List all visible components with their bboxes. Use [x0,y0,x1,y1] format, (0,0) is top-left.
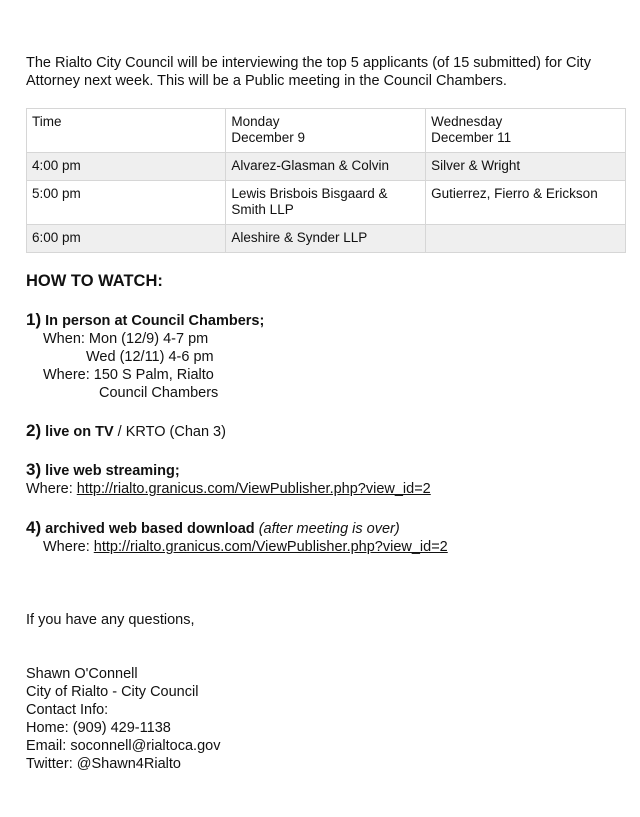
header-date: December 9 [231,130,305,145]
monday-cell: Alvarez-Glasman & Colvin [226,153,426,181]
option-number: 4) [26,518,42,537]
interview-schedule-table [26,108,626,253]
watch-option-in-person [26,311,264,402]
streaming-link[interactable]: http://rialto.granicus.com/ViewPublisher.php?view_id=2 [76,481,431,497]
table-row [27,153,626,181]
contact-name: Shawn O'Connell [26,666,138,682]
option-title: In person at Council Chambers; [45,313,265,329]
option-number: 1) [26,310,42,329]
header-day: Wednesday [431,114,503,129]
questions-line: If you have any questions, [26,612,195,628]
contact-twitter: Twitter: @Shawn4Rialto [26,756,181,772]
option-number: 3) [26,460,42,479]
archive-link[interactable]: http://rialto.granicus.com/ViewPublisher.php?view_id=2 [93,539,448,555]
time-cell: 5:00 pm [27,181,226,225]
contact-email: Email: soconnell@rialtoca.gov [26,738,221,754]
option-number: 2) [26,421,42,440]
table-row [27,181,626,225]
tv-channel: / KRTO (Chan 3) [113,424,226,440]
contact-label: Contact Info: [26,702,109,718]
time-cell: 6:00 pm [27,225,226,253]
table-header-row [27,109,626,153]
option-title: live on TV [45,424,114,440]
time-cell: 4:00 pm [27,153,226,181]
wednesday-cell [426,225,626,253]
option-title: archived web based download [45,521,255,537]
header-wednesday [426,109,626,153]
header-monday [226,109,426,153]
monday-cell: Aleshire & Synder LLP [226,225,426,253]
watch-option-tv [26,422,226,441]
header-day: Monday [231,114,280,129]
where-line-2: Council Chambers [99,385,219,401]
option-title: live web streaming; [45,463,180,479]
intro-paragraph: The Rialto City Council will be interviewing the top 5 applicants (of 15 submitted) for City Attorney next week. This will be a Public meeting in the Council Chambers. [26,55,591,89]
how-to-watch-heading: HOW TO WATCH: [26,272,163,290]
contact-home: Home: (909) 429-1138 [26,720,171,736]
when-line-2: Wed (12/11) 4-6 pm [86,349,214,365]
contact-signature [26,665,220,773]
table-row [27,225,626,253]
where-label: Where: [43,539,94,555]
where-label: Where: [26,481,77,497]
when-line: When: Mon (12/9) 4-7 pm [43,331,209,347]
header-time: Time [27,109,226,153]
watch-option-streaming [26,461,431,498]
header-date: December 11 [431,130,512,145]
where-line: Where: 150 S Palm, Rialto [43,367,214,383]
contact-org: City of Rialto - City Council [26,684,199,700]
monday-cell: Lewis Brisbois Bisgaard & Smith LLP [226,181,426,225]
wednesday-cell: Silver & Wright [426,153,626,181]
option-note: (after meeting is over) [258,521,400,537]
watch-option-archive [26,519,448,556]
wednesday-cell: Gutierrez, Fierro & Erickson [426,181,626,225]
